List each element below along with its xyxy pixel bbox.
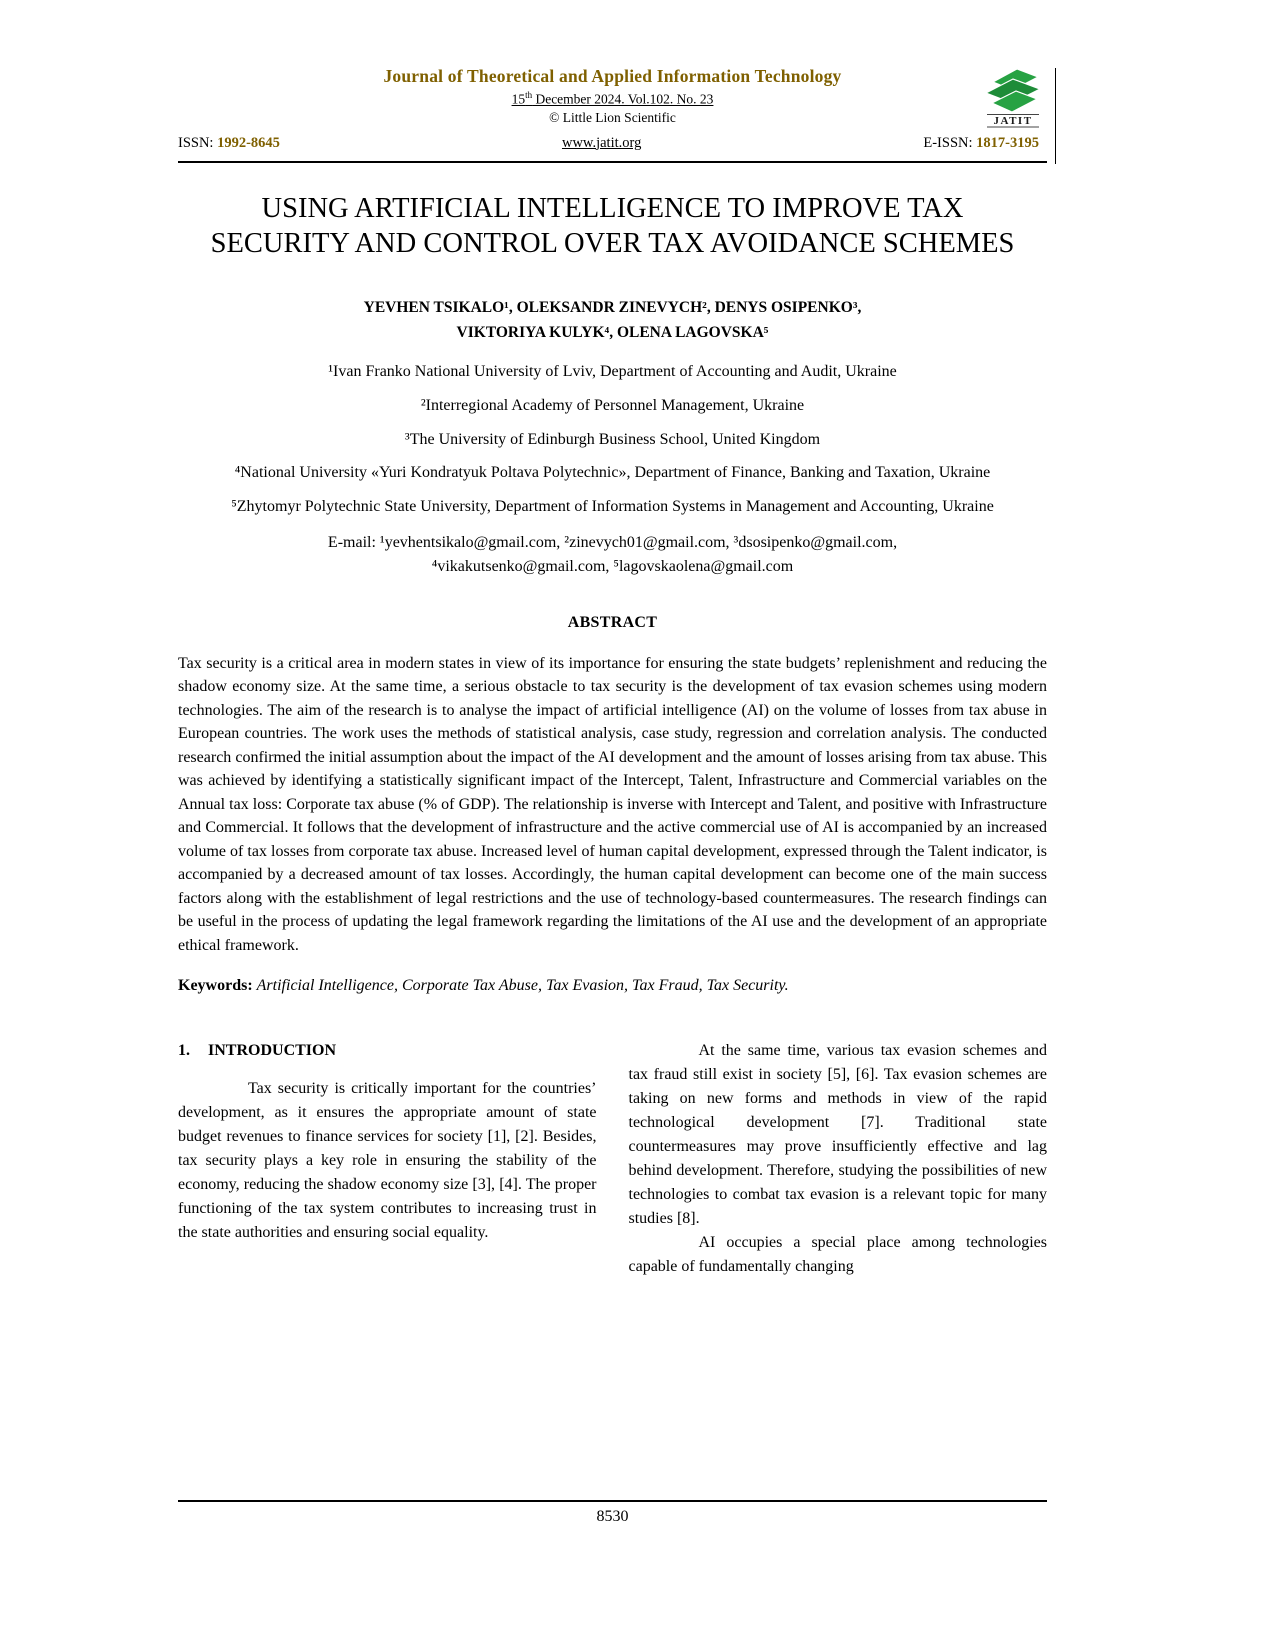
affiliations-block	[178, 355, 1047, 523]
intro-heading	[178, 1039, 597, 1063]
copyright-line: © Little Lion Scientific	[549, 109, 676, 125]
date-rest: December 2024. Vol.102. No. 23	[532, 91, 714, 107]
issn-row	[178, 135, 1047, 152]
authors-block	[178, 296, 1047, 346]
journal-title: Journal of Theoretical and Applied Information Technology	[383, 66, 842, 86]
jatit-logo-text: JATIT	[993, 115, 1033, 127]
journal-header	[178, 66, 1047, 163]
authors-line-1: YEVHEN TSIKALO¹, OLEKSANDR ZINEVYCH², DENYS OSIPENKO³,	[363, 298, 862, 316]
website-link[interactable]: www.jatit.org	[561, 134, 642, 151]
affiliation-line: ³The University of Edinburgh Business School, United Kingdom	[404, 430, 821, 448]
header-vertical-rule	[1055, 68, 1056, 164]
date-ordinal: th	[525, 90, 533, 100]
abstract-body: Tax security is a critical area in modern states in view of its importance for ensuring the state budgets’ replenishment and reducing the shadow economy size. At the same time, a serious obstacle to tax security is the development of tax evasion schemes using modern technologies. The aim of the research is to analyse the impact of artificial intelligence (AI) on the volume of losses from tax abuse in European countries. The work uses the methods of statistical analysis, case study, regression and correlation analysis. The conducted research confirmed the initial assumption about the impact of the AI development and the amount of losses arising from tax abuse. This was achieved by identifying a statistically significant impact of the Intercept, Talent, Infrastructure and Commercial variables on the Annual tax loss: Corporate tax abuse (% of GDP). The relationship is inverse with Intercept and Talent, and positive with Infrastructure and Commercial. It follows that the development of infrastructure and the active commercial use of AI is accompanied by an increased volume of tax losses from corporate tax abuse. Increased level of human capital development, expressed through the Talent indicator, is accompanied by a decreased amount of tax losses. Accordingly, the human capital development can become one of the main success factors along with the establishment of legal restrictions and the use of technology-based countermeasures. The research findings can be useful in the process of updating the legal framework regarding the limitations of the AI use and the development of an appropriate ethical framework.	[178, 654, 1047, 954]
emails-block	[178, 531, 1047, 577]
email-line-1: E-mail: ¹yevhentsikalo@gmail.com, ²zinevych01@gmail.com, ³dsosipenko@gmail.com,	[327, 534, 898, 552]
keywords-line	[178, 977, 1047, 995]
intro-paragraph: Tax security is critically important for the countries’ development, as it ensures the appropriate amount of state budget revenues to finance services for society [1], [2]. Besides, tax security plays a key role in ensuring the stability of the economy, reducing the shadow economy size [3], [4]. The proper functioning of the tax system contributes to increasing trust in the state authorities and ensuring social equality.	[178, 1080, 597, 1242]
affiliation-line: ⁵Zhytomyr Polytechnic State University, Department of Information Systems in Management and Accounting, Ukraine	[231, 497, 994, 515]
issue-date-line	[178, 90, 1047, 108]
authors-line-2: VIKTORIYA KULYK⁴, OLENA LAGOVSKA⁵	[456, 323, 769, 341]
keywords-text: Artificial Intelligence, Corporate Tax Abuse, Tax Evasion, Tax Fraud, Tax Security.	[256, 977, 789, 995]
intro-right-column	[629, 1039, 1048, 1279]
eissn-right	[923, 135, 1039, 152]
email-line-2: ⁴vikakutsenko@gmail.com, ⁵lagovskaolena@gmail.com	[431, 557, 794, 575]
section-title: INTRODUCTION	[208, 1042, 337, 1060]
date-day: 15	[511, 91, 526, 107]
page-number: 8530	[596, 1508, 629, 1525]
website	[562, 135, 641, 152]
intro-left-column	[178, 1039, 597, 1279]
intro-paragraph: AI occupies a special place among technologies capable of fundamentally changing	[628, 1234, 1047, 1276]
jatit-logo-icon	[979, 66, 1045, 128]
eissn-value: 1817-3195	[976, 134, 1039, 151]
paper-title: USING ARTIFICIAL INTELLIGENCE TO IMPROVE TAX SECURITY AND CONTROL OVER TAX AVOIDANCE SCHEMES	[210, 192, 1015, 260]
intro-paragraph: At the same time, various tax evasion schemes and tax fraud still exist in society [5], [6]. Tax evasion schemes are taking on new forms and methods in view of the rapid technological development [7]. Traditional state countermeasures may prove insufficiently effective and lag behind development. Therefore, studying the possibilities of new technologies to combat tax evasion is a relevant topic for many studies [8].	[628, 1042, 1047, 1228]
issn-left	[178, 135, 280, 152]
body-columns	[178, 1039, 1047, 1279]
affiliation-line: ²Interregional Academy of Personnel Management, Ukraine	[420, 396, 805, 414]
abstract-heading: ABSTRACT	[567, 613, 658, 631]
eissn-label: E-ISSN:	[923, 134, 973, 151]
page-footer	[178, 1500, 1047, 1526]
affiliation-line: ¹Ivan Franko National University of Lviv, Department of Accounting and Audit, Ukraine	[328, 363, 897, 381]
keywords-label: Keywords:	[178, 977, 253, 995]
affiliation-line: ⁴National University «Yuri Kondratyuk Poltava Polytechnic», Department of Finance, Banking and Taxation, Ukraine	[234, 464, 991, 482]
issn-value: 1992-8645	[217, 134, 280, 151]
issn-label: ISSN:	[178, 134, 214, 151]
section-number: 1.	[178, 1042, 190, 1060]
